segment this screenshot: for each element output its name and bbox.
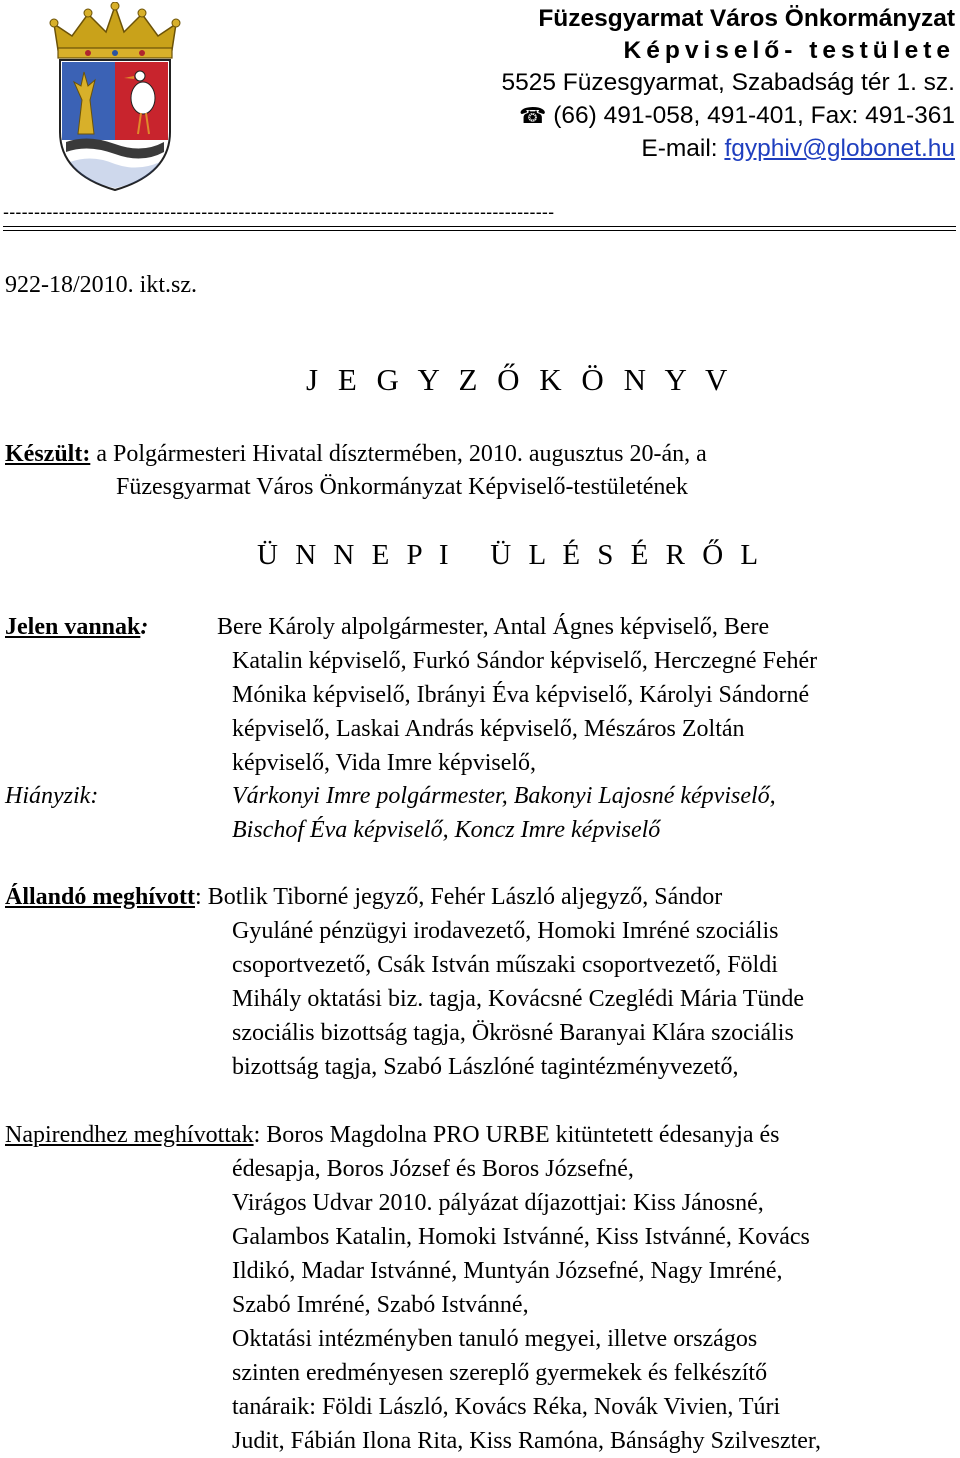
dashed-separator: ----------------------------------------------------------------------------------------- bbox=[3, 202, 555, 222]
telephone-icon: ☎ bbox=[518, 104, 547, 129]
permanent-label: Állandó meghívott bbox=[5, 884, 196, 910]
present-line: Bere Károly alpolgármester, Antal Ágnes képviselő, Bere bbox=[217, 614, 770, 640]
organization-body: Képviselő- testülete bbox=[623, 37, 955, 64]
document-title: J E G Y Z Ő K Ö N Y V bbox=[306, 362, 734, 397]
organization-name: Füzesgyarmat Város Önkormányzat bbox=[538, 5, 955, 32]
present-line: képviselő, Vida Imre képviselő, bbox=[232, 750, 537, 776]
agenda-text: Boros Magdolna PRO URBE kitüntetett édesanyja és bbox=[260, 1122, 780, 1148]
permanent-first-line: Állandó meghívott: Botlik Tiborné jegyző, Fehér László aljegyző, Sándor bbox=[5, 884, 723, 910]
agenda-line: Ildikó, Madar Istvánné, Muntyán Józsefné, Nagy Imréné, bbox=[232, 1258, 783, 1284]
made-line-2: Füzesgyarmat Város Önkormányzat Képviselő-testületének bbox=[116, 474, 689, 500]
session-title: Ü N N E P I Ü L É S É R Ő L bbox=[257, 539, 764, 571]
made-label: Készült: bbox=[5, 441, 91, 467]
present-line: Katalin képviselő, Furkó Sándor képviselő, Herczegné Fehér bbox=[232, 648, 818, 674]
phone-numbers: (66) 491-058, 491-401, Fax: 491-361 bbox=[553, 102, 955, 129]
agenda-line: Judit, Fábián Ilona Rita, Kiss Ramóna, Bánsághy Szilveszter, bbox=[232, 1428, 821, 1454]
agenda-line: Virágos Udvar 2010. pályázat díjazottjai: Kiss Jánosné, bbox=[232, 1190, 764, 1216]
agenda-label: Napirendhez meghívottak bbox=[5, 1122, 254, 1148]
agenda-line: Oktatási intézményben tanuló megyei, illetve országos bbox=[232, 1326, 758, 1352]
agenda-line: tanáraik: Földi László, Kovács Réka, Novák Vivien, Túri bbox=[232, 1394, 781, 1420]
email-link[interactable]: fgyphiv@globonet.hu bbox=[724, 135, 955, 162]
permanent-list bbox=[232, 914, 804, 1084]
agenda-line: Galambos Katalin, Homoki Istvánné, Kiss Istvánné, Kovács bbox=[232, 1224, 810, 1250]
permanent-line: szociális bizottság tagja, Ökrösné Baranyai Klára szociális bbox=[232, 1020, 794, 1046]
permanent-line: csoportvezető, Csák István műszaki csoportvezető, Földi bbox=[232, 952, 778, 978]
permanent-line: bizottság tagja, Szabó Lászlóné tagintézményvezető, bbox=[232, 1054, 739, 1080]
double-rule-separator bbox=[3, 226, 956, 231]
coat-of-arms-icon bbox=[48, 2, 183, 192]
agenda-first-line: Napirendhez meghívottak: Boros Magdolna PRO URBE kitüntetett édesanyja és bbox=[5, 1122, 780, 1148]
agenda-line: édesapja, Boros József és Boros Józsefné, bbox=[232, 1156, 634, 1182]
present-line: Mónika képviselő, Ibrányi Éva képviselő, Károlyi Sándorné bbox=[232, 682, 810, 708]
agenda-line: Szabó Imréné, Szabó Istvánné, bbox=[232, 1292, 529, 1318]
email-label: E-mail: bbox=[641, 135, 718, 162]
permanent-text: Botlik Tiborné jegyző, Fehér László aljegyző, Sándor bbox=[201, 884, 723, 910]
absent-line: Bischof Éva képviselő, Koncz Imre képviselő bbox=[232, 817, 661, 843]
absent-list bbox=[232, 779, 776, 847]
email-line bbox=[641, 132, 955, 166]
permanent-line: Gyuláné pénzügyi irodavezető, Homoki Imréné szociális bbox=[232, 918, 779, 944]
present-line: képviselő, Laskai András képviselő, Mészáros Zoltán bbox=[232, 716, 745, 742]
absent-line: Várkonyi Imre polgármester, Bakonyi Lajosné képviselő, bbox=[232, 783, 776, 809]
present-list bbox=[217, 610, 817, 780]
agenda-list bbox=[232, 1152, 821, 1458]
made-line-1 bbox=[5, 437, 707, 471]
permanent-line: Mihály oktatási biz. tagja, Kovácsné Czeglédi Mária Tünde bbox=[232, 986, 805, 1012]
crown-icon bbox=[50, 2, 180, 58]
absent-label: Hiányzik: bbox=[5, 783, 99, 809]
file-number: 922-18/2010. ikt.sz. bbox=[5, 272, 197, 298]
present-label: Jelen vannak: bbox=[5, 614, 149, 640]
address: 5525 Füzesgyarmat, Szabadság tér 1. sz. bbox=[501, 69, 955, 96]
phone-line bbox=[519, 99, 955, 134]
agenda-line: szinten eredményesen szereplő gyermekek és felkészítő bbox=[232, 1360, 768, 1386]
made-text-1: a Polgármesteri Hivatal dísztermében, 2010. augusztus 20-án, a bbox=[96, 441, 707, 467]
